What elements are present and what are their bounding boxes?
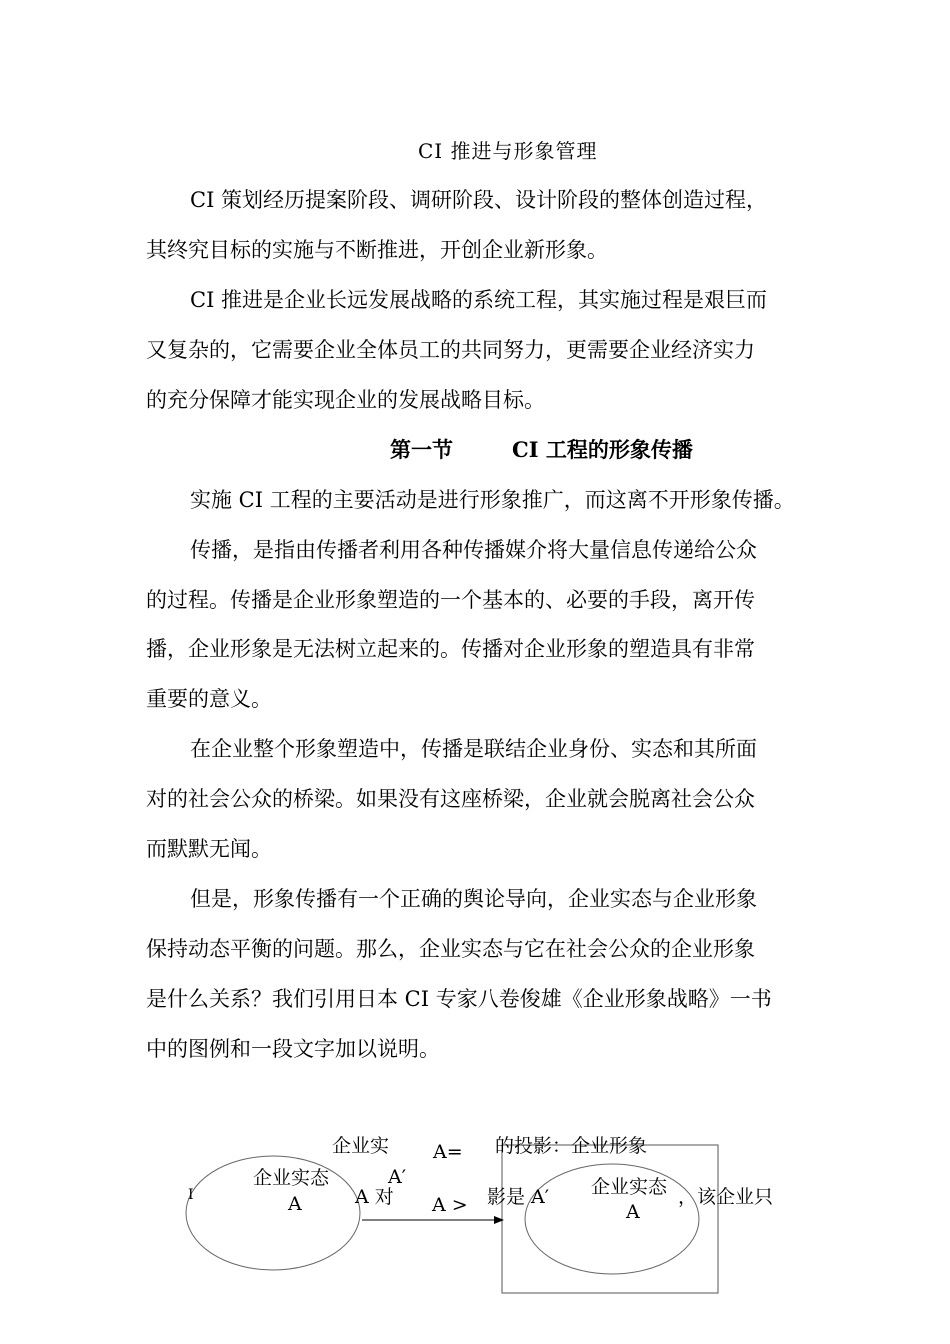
left-ellipse-label: 企业实态 bbox=[253, 1167, 330, 1189]
diagram-top-text-left: 企业实 bbox=[332, 1135, 390, 1157]
paragraph-4-line-3: 播，企业形象是无法树立起来的。传播对企业形象的塑造具有非常 bbox=[146, 637, 755, 661]
right-ellipse-label: 企业实态 bbox=[591, 1176, 668, 1198]
diagram-prime-label: A′ bbox=[388, 1166, 407, 1188]
diagram-a-dui-fragment: A 对 bbox=[355, 1186, 394, 1208]
diagram-right-fragment: ，该企业只 bbox=[678, 1186, 774, 1208]
right-ellipse-sub: A bbox=[626, 1201, 640, 1223]
paragraph-4-line-2: 的过程。传播是企业形象塑造的一个基本的、必要的手段，离开传 bbox=[146, 588, 755, 612]
paragraph-5-line-2: 对的社会公众的桥梁。如果没有这座桥梁，企业就会脱离社会公众 bbox=[146, 787, 755, 811]
paragraph-2-line-1: CI 推进是企业长远发展战略的系统工程，其实施过程是艰巨而 bbox=[190, 288, 768, 312]
paragraph-5-line-1: 在企业整个形象塑造中，传播是联结企业身份、实态和其所面 bbox=[190, 737, 757, 761]
document-title: CI 推进与形象管理 bbox=[418, 139, 598, 163]
paragraph-2-line-2: 又复杂的，它需要企业全体员工的共同努力，更需要企业经济实力 bbox=[146, 338, 755, 362]
paragraph-6-line-4: 中的图例和一段文字加以说明。 bbox=[146, 1037, 440, 1061]
diagram-mid-fragment: 影是 A′ bbox=[487, 1186, 550, 1208]
projection-frame bbox=[502, 1145, 718, 1293]
paragraph-1-line-1: CI 策划经历提案阶段、调研阶段、设计阶段的整体创造过程， bbox=[190, 188, 768, 212]
left-ellipse-sub: A bbox=[288, 1193, 302, 1215]
diagram-eq-label: A= bbox=[433, 1141, 463, 1163]
diagram-left-bracket: I bbox=[188, 1187, 194, 1203]
paragraph-4-line-4: 重要的意义。 bbox=[146, 687, 272, 711]
paragraph-6-line-1: 但是，形象传播有一个正确的舆论导向，企业实态与企业形象 bbox=[190, 887, 757, 911]
section-number: 第一节 bbox=[390, 437, 453, 462]
diagram-gt-label: A > bbox=[432, 1194, 468, 1216]
paragraph-6-line-2: 保持动态平衡的问题。那么，企业实态与它在社会公众的企业形象 bbox=[146, 937, 755, 961]
paragraph-6-line-3: 是什么关系？我们引用日本 CI 专家八卷俊雄《企业形象战略》一书 bbox=[146, 987, 772, 1011]
paragraph-3-line-1: 实施 CI 工程的主要活动是进行形象推广，而这离不开形象传播。 bbox=[190, 488, 795, 512]
paragraph-1-line-2: 其终究目标的实施与不断推进，开创企业新形象。 bbox=[146, 238, 608, 262]
diagram-top-text-right: 的投影：企业形象 bbox=[495, 1135, 648, 1157]
paragraph-2-line-3: 的充分保障才能实现企业的发展战略目标。 bbox=[146, 388, 545, 412]
paragraph-5-line-3: 而默默无闻。 bbox=[146, 837, 272, 861]
paragraph-4-line-1: 传播，是指由传播者利用各种传播媒介将大量信息传递给公众 bbox=[190, 538, 757, 562]
section-title: CI 工程的形象传播 bbox=[512, 437, 693, 462]
